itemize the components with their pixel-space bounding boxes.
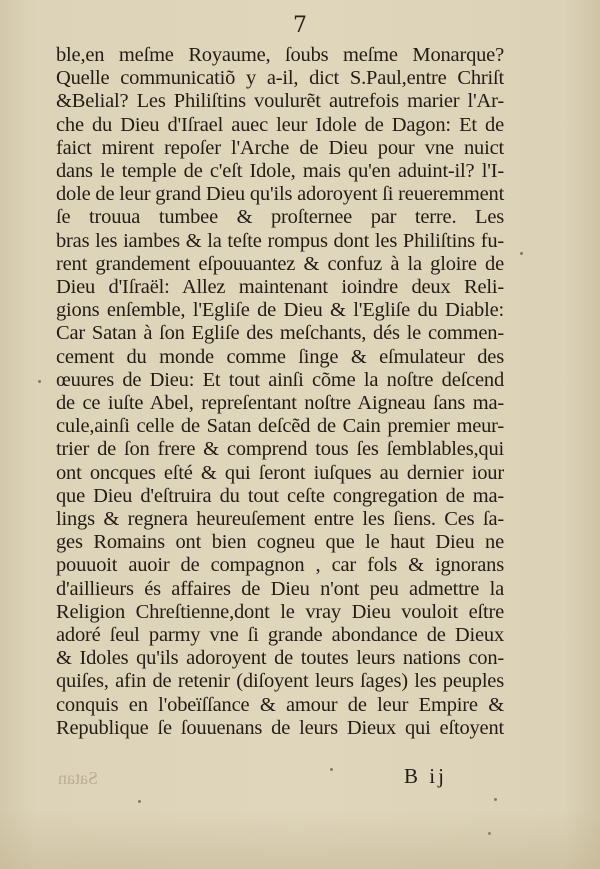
text-line: & Idoles qu'ils adoroyent de toutes leurs nations con-	[56, 647, 504, 670]
text-line: ges Romains ont bien cogneu que le haut Dieu ne	[56, 531, 504, 554]
text-line: &Belial? Les Philiſtins voulurẽt autrefois marier l'Ar-	[56, 90, 504, 113]
text-line: faict mirent repoſer l'Arche de Dieu pour vne nuict	[56, 136, 504, 159]
text-line: Quelle communicatiõ y a-il, dict S.Paul,entre Chriſt	[56, 67, 504, 90]
text-line: Republique ſe ſouuenans de leurs Dieux qui eſtoyent	[56, 716, 504, 739]
ink-speck	[138, 800, 141, 803]
page-number: 7	[293, 13, 307, 38]
ink-speck	[488, 832, 491, 835]
text-line: que Dieu d'eſtruira du tout ceſte congregation de ma-	[56, 484, 504, 507]
text-line: conquis en l'obeïſſance & amour de leur Empire &	[56, 693, 504, 716]
text-line: de ce iuſte Abel, repreſentant noſtre Aigneau ſans ma-	[56, 392, 504, 415]
ink-speck	[520, 252, 523, 255]
text-line: cement du monde comme ſinge & eſmulateur des	[56, 345, 504, 368]
ink-speck	[38, 380, 41, 383]
text-line: rent grandement eſpouuantez & confuz à la gloire de	[56, 252, 504, 275]
text-line: adoré ſeul parmy vne ſi grande abondance de Dieux	[56, 624, 504, 647]
ink-speck	[330, 768, 333, 771]
text-line: gions enſemble, l'Egliſe de Dieu & l'Egliſe du Diable:	[56, 299, 504, 322]
text-line: cule,ainſi celle de Satan deſcẽd de Cain premier meur-	[56, 415, 504, 438]
text-line: che du Dieu d'Iſrael auec leur Idole de Dagon: Et de	[56, 113, 504, 136]
text-line: Car Satan à ſon Egliſe des meſchants, dés le commen-	[56, 322, 504, 345]
text-line: œuures de Dieu: Et tout ainſi cõme la noſtre deſcend	[56, 368, 504, 391]
text-line: ble,en meſme Royaume, ſoubs meſme Monarque?	[56, 44, 504, 66]
text-line: ont oncques eſté & qui ſeront iuſques au dernier iour	[56, 461, 504, 484]
ink-speck	[494, 798, 497, 801]
text-line: trier de ſon frere & comprend tous ſes ſemblables,qui	[56, 438, 504, 461]
body-text	[56, 44, 504, 740]
text-line: dans le temple de c'eſt Idole, mais qu'en aduint-il? l'I-	[56, 160, 504, 183]
text-line: d'aillieurs és affaires de Dieu n'ont peu admettre la	[56, 577, 504, 600]
text-line: pouuoit auoir de compagnon , car fols & ignorans	[56, 554, 504, 577]
text-line: dole de leur grand Dieu qu'ils adoroyent ſi reueremment	[56, 183, 505, 206]
text-line: Dieu d'Iſraël: Allez maintenant ioindre deux Reli-	[56, 276, 504, 299]
text-line: bras les iambes & la teſte rompus dont les Philiſtins fu-	[56, 229, 504, 252]
text-line: quiſes, afin de retenir (diſoyent leurs ſages) les peuples	[56, 670, 504, 693]
show-through-text: Satan	[58, 768, 98, 788]
text-line: ſe trouua tumbee & proſternee par terre. Les	[56, 206, 504, 229]
signature-mark: B ij	[404, 764, 447, 788]
text-line: Religion Chreſtienne,dont le vray Dieu vouloit eſtre	[56, 600, 504, 623]
text-line: lings & regnera heureuſement entre les ſiens. Ces ſa-	[56, 508, 504, 531]
